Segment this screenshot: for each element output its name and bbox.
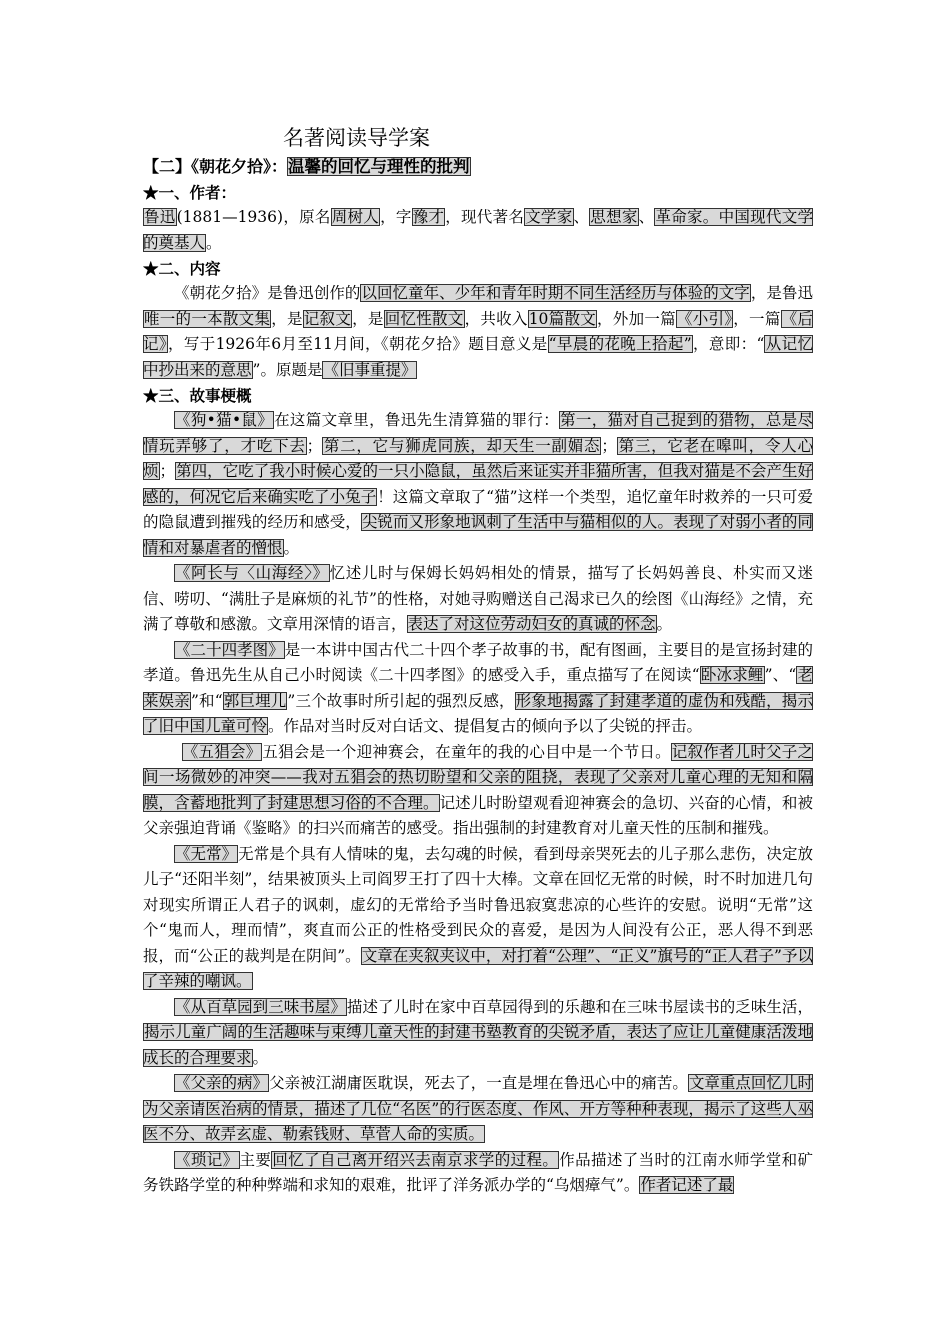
highlighted-text: 第一，猫对自己捉到的猎物，总是尽情玩弄够了，才吃下去 bbox=[143, 411, 813, 455]
story-paragraph bbox=[143, 1148, 813, 1199]
body-text: 。 bbox=[206, 233, 222, 252]
highlighted-text: 革命家。中国现代文学的奠基人 bbox=[143, 208, 813, 252]
body-text: 无常是个具有人情味的鬼，去勾魂的时候，看到母亲哭死去的儿子那么悲伤，决定放儿子“还阳半刻”，结果被顶头上司阎罗王打了四十大棒。文章在回忆无常的时候，时不时加进几句对现实所谓正人君子的讽刺，虚幻的无常给予当时鲁迅寂寞悲凉的心些许的安慰。说明“无常”这个“鬼而人，理而情”，爽直而公正的性格受到民众的喜爱，是因为人间没有公正，恶人得不到恶报，而“公正的裁判是在阴间”。 bbox=[143, 844, 813, 965]
highlighted-text: 记叙文 bbox=[303, 309, 352, 328]
body-text: 、 bbox=[573, 208, 590, 226]
highlighted-text: 文章重点回忆儿时为父亲请医治病的情景，描述了几位“名医”的行医态度、作风、开方等种种表现，揭示了这些人巫医不分、故弄玄虚、勒索钱财、草菅人命的实质。 bbox=[143, 1074, 813, 1143]
highlighted-text: 《从百草园到三味书屋》 bbox=[175, 997, 346, 1016]
document-page bbox=[143, 118, 813, 1199]
story-list bbox=[143, 408, 813, 1199]
story-paragraph bbox=[143, 740, 813, 842]
highlighted-text: 卧冰求鲤 bbox=[700, 666, 764, 684]
body-text: 、 bbox=[638, 208, 655, 226]
highlighted-text: 老莱娱亲 bbox=[143, 666, 813, 710]
body-text: ，是 bbox=[271, 309, 303, 328]
subtitle bbox=[143, 154, 813, 180]
body-text: ”。原题是 bbox=[252, 360, 323, 379]
section-heading-content: ★二、内容 bbox=[143, 259, 221, 278]
highlighted-text: 揭示儿童广阔的生活趣味与束缚儿童天性的封建书塾教育的尖锐矛盾，表达了应让儿童健康活泼地成长的合理要求 bbox=[143, 1023, 813, 1067]
highlighted-text: 文学家 bbox=[525, 208, 573, 226]
body-text: ，共收入 bbox=[464, 309, 528, 328]
subtitle-prefix: 【二】《朝花夕拾》： bbox=[143, 157, 288, 176]
subtitle-highlight: 温馨的回忆与理性的批判 bbox=[288, 157, 470, 176]
body-text: 描述了儿时在家中百草园得到的乐趣和在三味书屋读书的乏味生活， bbox=[346, 997, 813, 1016]
story-paragraph bbox=[143, 561, 813, 638]
section-heading-author: ★一、作者： bbox=[143, 183, 237, 202]
body-text: ，字 bbox=[380, 208, 412, 226]
body-text: ！这篇文章取了“猫”这样一个类型，追忆童年时救养的一只可爱的隐鼠遭到摧残的经历和感受， bbox=[143, 487, 813, 531]
body-text: 。 bbox=[252, 1048, 269, 1067]
body-text: 。作品对当时反对白话文、提倡复古的倾向予以了尖锐的抨击。 bbox=[268, 717, 703, 735]
highlighted-text: 记叙作者儿时父子之间一场微妙的冲突——我对五猖会的热切盼望和父亲的阻挠，表现了父亲对儿童心理的无知和隔膜，含蓄地批判了封建思想习俗的不合理。 bbox=[143, 742, 813, 812]
body-text: 在这篇文章里，鲁迅先生清算猫的罪行： bbox=[274, 411, 560, 429]
highlighted-text: 表达了对这位劳动妇女的真诚的怀念 bbox=[407, 615, 656, 633]
body-text: 《朝花夕拾》是鲁迅创作的 bbox=[174, 284, 361, 302]
highlighted-text: 尖锐而又形象地讽刺了生活中与猫相似的人。表现了对弱小者的同情和对暴虐者的憎恨 bbox=[143, 513, 813, 557]
body-text: 。 bbox=[283, 538, 300, 557]
highlighted-text: 《阿长与〈山海经〉》 bbox=[175, 564, 329, 582]
highlighted-text: 郭巨埋儿 bbox=[223, 691, 287, 710]
highlighted-text: 《五猖会》 bbox=[182, 742, 262, 761]
highlighted-text: 鲁迅 bbox=[144, 208, 176, 226]
story-paragraph bbox=[143, 842, 813, 995]
highlighted-text: 文章在夹叙夹议中，对打着“公理”、“正义”旗号的“正人君子”予以了辛辣的嘲讽。 bbox=[143, 946, 814, 990]
body-text: ； bbox=[306, 436, 323, 455]
highlighted-text: 第二，它与狮虎同族，却天生一副媚态 bbox=[323, 436, 601, 455]
body-text: 是一本讲中国古代二十四个孝子故事的书，配有图画，主要目的是宣扬封建的孝道。鲁迅先生从自己小时阅读《二十四孝图》的感受入手，重点描写了在阅读“ bbox=[143, 640, 813, 684]
highlighted-text: 作者记述了最 bbox=[640, 1176, 734, 1194]
highlighted-text: 《琐记》 bbox=[175, 1150, 239, 1169]
highlighted-text: 《旧事重提》 bbox=[323, 360, 417, 379]
body-text: ”、“ bbox=[764, 666, 797, 684]
highlighted-text: 《小引》 bbox=[676, 309, 733, 328]
highlighted-text: 第四，它吃了我小时候心爱的一只小隐鼠，虽然后来证实并非猫所害，但我对猫是不会产生好感的，何况它后来确实吃了小兔子 bbox=[143, 462, 813, 506]
story-paragraph bbox=[143, 995, 813, 1072]
highlighted-text: 周树人 bbox=[331, 208, 380, 226]
body-text: ，一篇 bbox=[733, 309, 781, 328]
highlighted-text: 回忆性散文 bbox=[384, 309, 464, 328]
body-text: 五猖会是一个迎神赛会，在童年的我的心目中是一个节日。 bbox=[262, 742, 671, 761]
highlighted-text: 《后记》 bbox=[143, 309, 813, 353]
highlighted-text: 从记忆中抄出来的意思 bbox=[143, 335, 813, 379]
body-text: ； bbox=[601, 436, 617, 455]
highlighted-text: 《狗•猫•鼠》 bbox=[175, 411, 274, 429]
highlighted-text: 第三，它老在嗥叫，令人心烦 bbox=[143, 436, 813, 480]
content-paragraph bbox=[143, 281, 813, 383]
body-text: 父亲被江湖庸医耽误，死去了，一直是埋在鲁迅心中的痛苦。 bbox=[269, 1074, 688, 1092]
body-text: ，现代著名 bbox=[445, 208, 525, 226]
highlighted-text: 唯一的一本散文集 bbox=[144, 309, 271, 328]
body-text: 。 bbox=[656, 615, 673, 633]
highlighted-text: 豫才 bbox=[412, 208, 445, 226]
highlighted-text: 形象地揭露了封建孝道的虚伪和残酷，揭示了旧中国儿童可怜 bbox=[143, 691, 813, 735]
highlighted-text: “早晨的花晚上拾起” bbox=[548, 335, 692, 353]
body-text: ，写于1926年6月至11月间，《朝花夕拾》题目意义是 bbox=[167, 335, 548, 353]
body-text: 主要 bbox=[239, 1150, 272, 1169]
highlighted-text: 回忆了自己离开绍兴去南京求学的过程。 bbox=[272, 1150, 559, 1169]
body-text: ，意即：“ bbox=[692, 335, 765, 353]
body-text: ，外加一篇 bbox=[597, 309, 676, 328]
body-text: ； bbox=[159, 462, 176, 480]
body-text: 忆述儿时与保姆长妈妈相处的情景，描写了长妈妈善良、朴实而又迷信、唠叨、“满肚子是麻烦的礼节”的性格，对她寻购赠送自己渴求已久的绘图《山海经》之情，充满了尊敬和感激。文章用深情的语言， bbox=[143, 564, 813, 633]
section-heading-summary: ★三、故事梗概 bbox=[143, 386, 252, 405]
story-paragraph bbox=[143, 638, 813, 740]
highlighted-text: 思想家 bbox=[590, 208, 638, 226]
highlighted-text: 《无常》 bbox=[175, 844, 238, 863]
body-text: ，是 bbox=[352, 309, 384, 328]
highlighted-text: 以回忆童年、少年和青年时期不同生活经历与体验的文字 bbox=[361, 284, 750, 302]
page-title: 名著阅读导学案 bbox=[283, 126, 430, 150]
body-text: 记述儿时盼望观看迎神赛会的急切、兴奋的心情，和被父亲强迫背诵《鉴略》的扫兴而痛苦的感受。指出强制的封建教育对儿童天性的压制和摧残。 bbox=[143, 793, 813, 837]
highlighted-text: 10篇散文 bbox=[528, 309, 597, 328]
body-text: 作品描述了当时的江南水师学堂和矿务铁路学堂的种种弊端和求知的艰难，批评了洋务派办学的“乌烟瘴气”。 bbox=[143, 1150, 813, 1194]
highlighted-text: 《二十四孝图》 bbox=[175, 640, 284, 659]
body-text: ”和“ bbox=[190, 691, 223, 710]
body-text: ，是鲁迅 bbox=[750, 284, 813, 302]
story-paragraph bbox=[143, 1071, 813, 1148]
author-paragraph bbox=[143, 205, 813, 256]
story-paragraph bbox=[143, 408, 813, 561]
highlighted-text: 《父亲的病》 bbox=[175, 1074, 269, 1092]
body-text: (1881—1936)，原名 bbox=[176, 208, 331, 226]
body-text: ”三个故事时所引起的强烈反感， bbox=[287, 691, 515, 710]
